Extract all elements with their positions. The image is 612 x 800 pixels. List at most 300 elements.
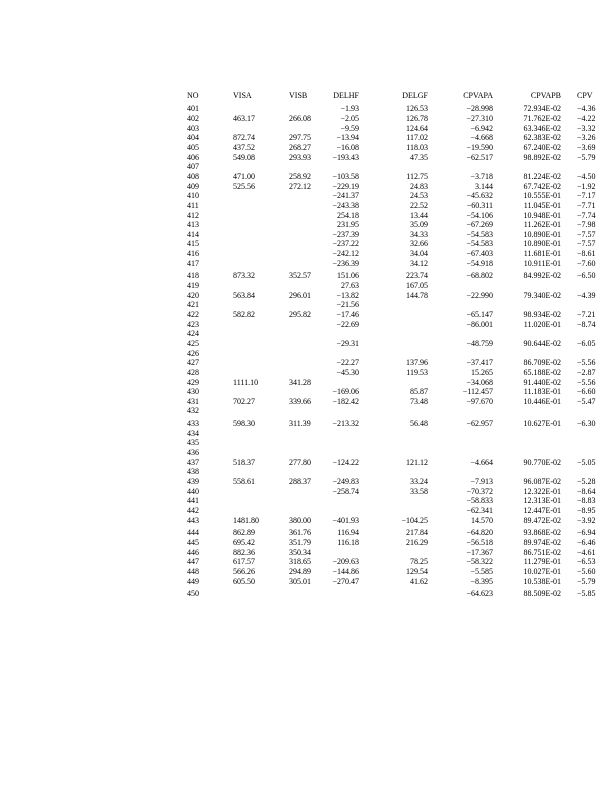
table-cell: 418 xyxy=(187,271,199,281)
table-row xyxy=(0,310,612,320)
table-cell: 351.79 xyxy=(289,537,311,547)
table-row xyxy=(0,239,612,249)
table-cell: 448 xyxy=(187,566,199,576)
table-cell: 288.37 xyxy=(289,477,311,486)
table-cell: 88.509E-02 xyxy=(523,589,561,599)
table-cell: −5.56 xyxy=(577,358,596,368)
table-cell: 116.94 xyxy=(337,528,359,538)
table-cell: −7.74 xyxy=(577,210,596,220)
table-cell: −3.32 xyxy=(577,123,596,133)
table-cell: 3.144 xyxy=(475,181,493,191)
table-cell: −5.60 xyxy=(577,566,596,576)
table-cell: 617.57 xyxy=(233,557,255,567)
table-cell: −1.93 xyxy=(340,104,359,114)
table-cell: −7.60 xyxy=(577,258,596,268)
table-row xyxy=(0,153,612,163)
table-cell: −21.56 xyxy=(336,300,359,310)
table-cell: 414 xyxy=(187,229,199,239)
table-cell: 339.66 xyxy=(289,396,311,406)
table-cell: 404 xyxy=(187,133,199,143)
table-cell: 10.555E-01 xyxy=(523,191,561,201)
table-cell: 295.82 xyxy=(289,310,311,319)
table-row xyxy=(0,230,612,240)
table-cell: 401 xyxy=(187,104,199,114)
table-cell: −34.068 xyxy=(466,377,493,387)
table-row xyxy=(0,516,612,526)
table-cell: −213.32 xyxy=(332,419,359,429)
table-cell: 10.627E-01 xyxy=(523,419,561,429)
table-row xyxy=(0,211,612,221)
table-cell: 437.52 xyxy=(233,142,255,152)
table-row xyxy=(0,259,612,269)
table-cell: 14.570 xyxy=(471,515,493,525)
table-cell: 89.472E-02 xyxy=(523,515,561,525)
table-cell: −401.93 xyxy=(332,515,359,525)
table-cell: 318.65 xyxy=(289,557,311,567)
table-row xyxy=(0,143,612,153)
table-cell: −242.12 xyxy=(332,249,359,259)
table-row xyxy=(0,300,612,310)
table-cell: −37.417 xyxy=(466,358,493,368)
table-cell: 416 xyxy=(187,249,199,259)
table-cell: −237.22 xyxy=(332,239,359,249)
table-cell: 873.32 xyxy=(233,271,255,281)
table-cell: 406 xyxy=(187,152,199,162)
table-cell: 440 xyxy=(187,486,199,496)
table-cell: 71.762E-02 xyxy=(523,114,561,123)
table-cell: 582.82 xyxy=(233,310,255,319)
table-row xyxy=(0,271,612,281)
table-row xyxy=(0,329,612,339)
table-cell: 266.08 xyxy=(289,114,311,123)
table-cell: 449 xyxy=(187,576,199,586)
table-cell: 412 xyxy=(187,210,199,220)
table-cell: 90.644E-02 xyxy=(523,338,561,348)
table-row xyxy=(0,349,612,359)
table-cell: 341.28 xyxy=(289,377,311,387)
table-cell: 119.53 xyxy=(406,367,428,377)
table-cell: 438 xyxy=(187,467,199,477)
table-cell: 439 xyxy=(187,477,199,486)
table-row xyxy=(0,496,612,506)
table-cell: 34.04 xyxy=(410,249,428,259)
table-cell: 34.33 xyxy=(410,229,428,239)
table-cell: −62.517 xyxy=(466,152,493,162)
table-row xyxy=(0,387,612,397)
table-cell: 223.74 xyxy=(406,271,428,281)
table-cell: 10.446E-01 xyxy=(523,396,561,406)
table-cell: −64.623 xyxy=(466,589,493,599)
table-row xyxy=(0,378,612,388)
table-cell: 254.18 xyxy=(337,210,359,220)
table-cell: 12.447E-01 xyxy=(523,505,561,515)
table-cell: −62.341 xyxy=(466,505,493,515)
table-cell: −13.94 xyxy=(336,133,359,143)
table-cell: 429 xyxy=(187,377,199,387)
table-cell: 12.313E-01 xyxy=(523,496,561,506)
table-cell: 15.265 xyxy=(471,367,493,377)
table-cell: −1.92 xyxy=(577,181,596,191)
table-cell: −258.74 xyxy=(332,486,359,496)
table-cell: 27.63 xyxy=(341,281,359,290)
table-cell: −243.38 xyxy=(332,200,359,210)
table-cell: −112.457 xyxy=(462,387,493,397)
table-cell: −2.87 xyxy=(577,367,596,377)
table-cell: 137.96 xyxy=(406,358,428,368)
table-cell: 129.54 xyxy=(406,566,428,576)
table-row xyxy=(0,162,612,172)
table-cell: −7.71 xyxy=(577,200,596,210)
table-cell: 112.75 xyxy=(406,171,428,181)
table-cell: 10.890E-01 xyxy=(523,239,561,249)
table-cell: −144.86 xyxy=(332,566,359,576)
table-row xyxy=(0,397,612,407)
table-row xyxy=(0,249,612,259)
table-cell: −7.57 xyxy=(577,229,596,239)
table-cell: −193.43 xyxy=(332,152,359,162)
table-cell: −29.31 xyxy=(336,338,359,348)
table-cell: 405 xyxy=(187,142,199,152)
table-cell: 41.62 xyxy=(410,576,428,586)
table-cell: 305.01 xyxy=(289,576,311,586)
table-cell: 96.087E-02 xyxy=(523,477,561,486)
table-cell: 421 xyxy=(187,300,199,310)
table-cell: 419 xyxy=(187,281,199,290)
table-cell: −6.60 xyxy=(577,387,596,397)
table-cell: −8.61 xyxy=(577,249,596,259)
table-cell: −68.802 xyxy=(466,271,493,281)
table-cell: 84.992E-02 xyxy=(523,271,561,281)
table-cell: 420 xyxy=(187,290,199,300)
table-cell: −58.833 xyxy=(466,496,493,506)
table-cell: 417 xyxy=(187,258,199,268)
table-cell: 702.27 xyxy=(233,396,255,406)
table-cell: 872.74 xyxy=(233,133,255,143)
table-cell: −67.269 xyxy=(466,220,493,230)
table-cell: −19.590 xyxy=(466,142,493,152)
table-cell: −62.957 xyxy=(466,419,493,429)
table-cell: −5.79 xyxy=(577,576,596,586)
table-cell: 93.868E-02 xyxy=(523,528,561,538)
table-cell: −3.718 xyxy=(470,171,493,181)
table-cell: 294.89 xyxy=(289,566,311,576)
table-cell: −17.46 xyxy=(336,310,359,319)
table-cell: −9.59 xyxy=(340,123,359,133)
table-cell: 81.224E-02 xyxy=(523,171,561,181)
table-cell: −7.57 xyxy=(577,239,596,249)
table-cell: −182.42 xyxy=(332,396,359,406)
table-cell: −6.30 xyxy=(577,419,596,429)
table-cell: 410 xyxy=(187,191,199,201)
table-cell: −54.583 xyxy=(466,239,493,249)
column-header: CPV xyxy=(577,91,593,100)
table-cell: −45.30 xyxy=(336,367,359,377)
table-cell: 78.25 xyxy=(410,557,428,567)
table-cell: 882.36 xyxy=(233,547,255,557)
table-cell: −97.670 xyxy=(466,396,493,406)
table-cell: 862.89 xyxy=(233,528,255,538)
table-cell: 463.17 xyxy=(233,114,255,123)
table-cell: −270.47 xyxy=(332,576,359,586)
table-cell: 450 xyxy=(187,589,199,599)
table-cell: 471.00 xyxy=(233,171,255,181)
table-cell: 433 xyxy=(187,419,199,429)
table-cell: 86.751E-02 xyxy=(523,547,561,557)
table-cell: 216.29 xyxy=(406,537,428,547)
table-row xyxy=(0,320,612,330)
table-cell: 695.42 xyxy=(233,537,255,547)
table-row xyxy=(0,567,612,577)
table-cell: 380.00 xyxy=(289,515,311,525)
column-header: DELHF xyxy=(333,91,359,100)
table-row xyxy=(0,133,612,143)
table-cell: 11.045E-01 xyxy=(523,200,561,210)
table-cell: 79.340E-02 xyxy=(523,290,561,300)
table-cell: −56.518 xyxy=(466,537,493,547)
table-cell: −67.403 xyxy=(466,249,493,259)
table-cell: 443 xyxy=(187,515,199,525)
table-cell: −6.942 xyxy=(470,123,493,133)
table-cell: −5.79 xyxy=(577,152,596,162)
table-cell: 442 xyxy=(187,505,199,515)
table-cell: 33.24 xyxy=(410,477,428,486)
table-cell: 11.681E-01 xyxy=(523,249,561,259)
table-cell: −5.85 xyxy=(577,589,596,599)
table-row xyxy=(0,477,612,487)
table-cell: 121.12 xyxy=(406,457,428,467)
table-cell: −65.147 xyxy=(466,310,493,319)
table-cell: 32.66 xyxy=(410,239,428,249)
table-row xyxy=(0,201,612,211)
table-cell: −13.82 xyxy=(336,290,359,300)
table-cell: −7.913 xyxy=(470,477,493,486)
table-cell: 124.64 xyxy=(406,123,428,133)
table-cell: 12.322E-01 xyxy=(523,486,561,496)
table-row xyxy=(0,104,612,114)
table-cell: −4.664 xyxy=(470,457,493,467)
table-cell: −2.05 xyxy=(340,114,359,123)
table-cell: 428 xyxy=(187,367,199,377)
table-cell: 67.742E-02 xyxy=(523,181,561,191)
column-header: CPVAPB xyxy=(530,91,561,100)
table-cell: 10.027E-01 xyxy=(523,566,561,576)
table-row xyxy=(0,358,612,368)
table-cell: 444 xyxy=(187,528,199,538)
table-cell: 11.262E-01 xyxy=(523,220,561,230)
table-cell: −8.395 xyxy=(470,576,493,586)
table-cell: −169.06 xyxy=(332,387,359,397)
table-cell: 217.84 xyxy=(406,528,428,538)
table-row xyxy=(0,506,612,516)
table-cell: 34.12 xyxy=(410,258,428,268)
table-cell: 10.948E-01 xyxy=(523,210,561,220)
table-cell: 432 xyxy=(187,406,199,416)
table-cell: −4.22 xyxy=(577,114,596,123)
table-cell: 98.934E-02 xyxy=(523,310,561,319)
table-cell: −70.372 xyxy=(466,486,493,496)
table-cell: 62.383E-02 xyxy=(523,133,561,143)
table-cell: −7.98 xyxy=(577,220,596,230)
table-cell: −4.668 xyxy=(470,133,493,143)
table-cell: −236.39 xyxy=(332,258,359,268)
table-cell: −22.69 xyxy=(336,319,359,329)
table-cell: 431 xyxy=(187,396,199,406)
table-cell: 118.03 xyxy=(406,142,428,152)
table-cell: 86.709E-02 xyxy=(523,358,561,368)
table-cell: −60.311 xyxy=(466,200,493,210)
table-cell: −5.28 xyxy=(577,477,596,486)
table-cell: −4.50 xyxy=(577,171,596,181)
table-cell: −124.22 xyxy=(332,457,359,467)
table-row xyxy=(0,281,612,291)
table-cell: 427 xyxy=(187,358,199,368)
table-cell: 11.183E-01 xyxy=(523,387,561,397)
table-cell: 518.37 xyxy=(233,457,255,467)
table-cell: 422 xyxy=(187,310,199,319)
table-cell: 436 xyxy=(187,448,199,457)
table-cell: −54.583 xyxy=(466,229,493,239)
table-cell: −22.27 xyxy=(336,358,359,368)
table-cell: −48.759 xyxy=(466,338,493,348)
table-cell: 293.93 xyxy=(289,152,311,162)
table-cell: 47.35 xyxy=(410,152,428,162)
table-cell: −103.58 xyxy=(332,171,359,181)
table-row xyxy=(0,172,612,182)
table-cell: −17.367 xyxy=(466,547,493,557)
table-cell: −7.21 xyxy=(577,310,596,319)
table-cell: −22.990 xyxy=(466,290,493,300)
table-cell: −6.46 xyxy=(577,537,596,547)
table-cell: −86.001 xyxy=(466,319,493,329)
table-cell: 1481.80 xyxy=(233,515,259,525)
table-row xyxy=(0,368,612,378)
column-header: VISB xyxy=(289,91,308,100)
table-cell: −249.83 xyxy=(332,477,359,486)
table-cell: 446 xyxy=(187,547,199,557)
table-cell: 434 xyxy=(187,428,199,438)
table-cell: 126.53 xyxy=(406,104,428,114)
table-cell: 63.346E-02 xyxy=(523,123,561,133)
table-cell: 424 xyxy=(187,329,199,339)
table-cell: −5.585 xyxy=(470,566,493,576)
table-row xyxy=(0,406,612,416)
table-cell: −6.94 xyxy=(577,528,596,538)
table-cell: 598.30 xyxy=(233,419,255,429)
table-row xyxy=(0,448,612,458)
table-cell: 98.892E-02 xyxy=(523,152,561,162)
table-cell: 558.61 xyxy=(233,477,255,486)
table-row xyxy=(0,528,612,538)
table-cell: −209.63 xyxy=(332,557,359,567)
table-cell: 65.188E-02 xyxy=(523,367,561,377)
table-row xyxy=(0,419,612,429)
table-cell: 231.95 xyxy=(337,220,359,230)
table-cell: 563.84 xyxy=(233,290,255,300)
table-cell: 13.44 xyxy=(410,210,428,220)
table-cell: 311.39 xyxy=(289,419,311,429)
table-cell: 403 xyxy=(187,123,199,133)
table-cell: 11.279E-01 xyxy=(523,557,561,567)
table-header-row xyxy=(0,91,612,101)
table-cell: 296.01 xyxy=(289,290,311,300)
table-cell: 525.56 xyxy=(233,181,255,191)
table-cell: 425 xyxy=(187,338,199,348)
table-row xyxy=(0,467,612,477)
table-cell: −6.05 xyxy=(577,338,596,348)
table-cell: −104.25 xyxy=(401,515,428,525)
table-row xyxy=(0,220,612,230)
table-cell: 117.02 xyxy=(406,133,428,143)
table-cell: 409 xyxy=(187,181,199,191)
table-row xyxy=(0,114,612,124)
table-cell: 426 xyxy=(187,348,199,358)
table-cell: −7.17 xyxy=(577,191,596,201)
table-cell: 11.020E-01 xyxy=(523,319,561,329)
column-header: NO xyxy=(187,91,199,100)
table-row xyxy=(0,458,612,468)
table-cell: 445 xyxy=(187,537,199,547)
table-cell: −8.95 xyxy=(577,505,596,515)
table-cell: 549.08 xyxy=(233,152,255,162)
table-cell: −3.69 xyxy=(577,142,596,152)
data-table xyxy=(0,91,612,651)
table-cell: 435 xyxy=(187,438,199,448)
table-cell: 126.78 xyxy=(406,114,428,123)
table-row xyxy=(0,191,612,201)
table-cell: −5.05 xyxy=(577,457,596,467)
table-cell: −45.632 xyxy=(466,191,493,201)
table-cell: 144.78 xyxy=(406,290,428,300)
table-row xyxy=(0,291,612,301)
table-cell: 415 xyxy=(187,239,199,249)
table-row xyxy=(0,589,612,599)
table-cell: −6.53 xyxy=(577,557,596,567)
table-cell: −4.39 xyxy=(577,290,596,300)
table-cell: −16.08 xyxy=(336,142,359,152)
table-cell: 91.440E-02 xyxy=(523,377,561,387)
table-cell: 33.58 xyxy=(410,486,428,496)
table-cell: 413 xyxy=(187,220,199,230)
table-cell: 10.890E-01 xyxy=(523,229,561,239)
table-cell: −4.61 xyxy=(577,547,596,557)
table-cell: 447 xyxy=(187,557,199,567)
table-cell: 35.09 xyxy=(410,220,428,230)
table-cell: 350.34 xyxy=(289,547,311,557)
table-cell: 24.53 xyxy=(410,191,428,201)
table-cell: 361.76 xyxy=(289,528,311,538)
table-row xyxy=(0,438,612,448)
table-cell: 272.12 xyxy=(289,181,311,191)
table-cell: −27.310 xyxy=(466,114,493,123)
table-cell: 116.18 xyxy=(337,537,359,547)
column-header: VISA xyxy=(233,91,252,100)
table-row xyxy=(0,577,612,587)
table-cell: 90.770E-02 xyxy=(523,457,561,467)
table-cell: −54.918 xyxy=(466,258,493,268)
table-cell: 268.27 xyxy=(289,142,311,152)
table-cell: −3.26 xyxy=(577,133,596,143)
table-cell: −58.322 xyxy=(466,557,493,567)
table-cell: 167.05 xyxy=(406,281,428,290)
table-cell: 24.83 xyxy=(410,181,428,191)
table-cell: −28.998 xyxy=(466,104,493,114)
table-cell: 277.80 xyxy=(289,457,311,467)
table-cell: 10.911E-01 xyxy=(523,258,561,268)
table-cell: −8.74 xyxy=(577,319,596,329)
table-cell: 430 xyxy=(187,387,199,397)
table-cell: 73.48 xyxy=(410,396,428,406)
table-cell: 407 xyxy=(187,162,199,172)
